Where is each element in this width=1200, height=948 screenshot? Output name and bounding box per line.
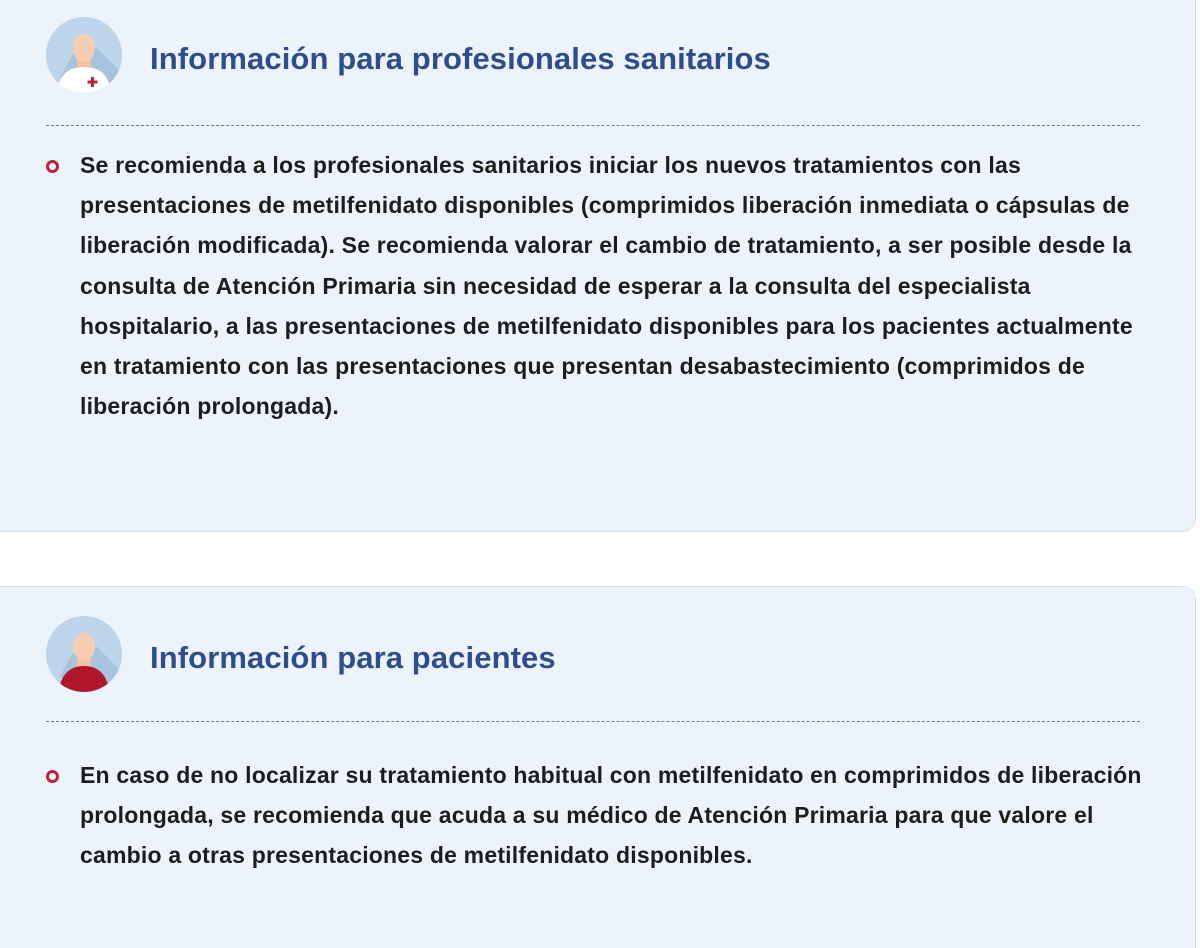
patient-avatar-icon [46, 616, 122, 692]
professionals-section-title: Información para profesionales sanitarios [150, 41, 771, 76]
healthcare-professional-avatar-icon [46, 17, 122, 93]
patients-info-card [0, 586, 1196, 948]
professionals-recommendation-text: Se recomienda a los profesionales sanitarios iniciar los nuevos tratamientos con las presentaciones de metilfenidato disponibles (comprimidos liberación inmediata o cápsulas de liberación modificada). Se recomienda valorar el cambio de tratamiento, a ser posible desde la consulta de Atención Primaria sin necesidad de esperar a la consulta del especialista hospitalario, a las presentaciones de metilfenidato disponibles para los pacientes actualmente en tratamiento con las presentaciones que presentan desabastecimiento (comprimidos de liberación prolongada). [80, 152, 1133, 420]
bullet-circle-icon [46, 770, 59, 783]
bullet-circle-icon [46, 160, 59, 173]
section-divider [46, 125, 1140, 126]
patients-section-title: Información para pacientes [150, 640, 556, 675]
section-divider [46, 721, 1140, 722]
patients-recommendation-text: En caso de no localizar su tratamiento habitual con metilfenidato en comprimidos de liberación prolongada, se recomienda que acuda a su médico de Atención Primaria para que valore el cambio a otras presentaciones de metilfenidato disponibles. [80, 762, 1142, 869]
